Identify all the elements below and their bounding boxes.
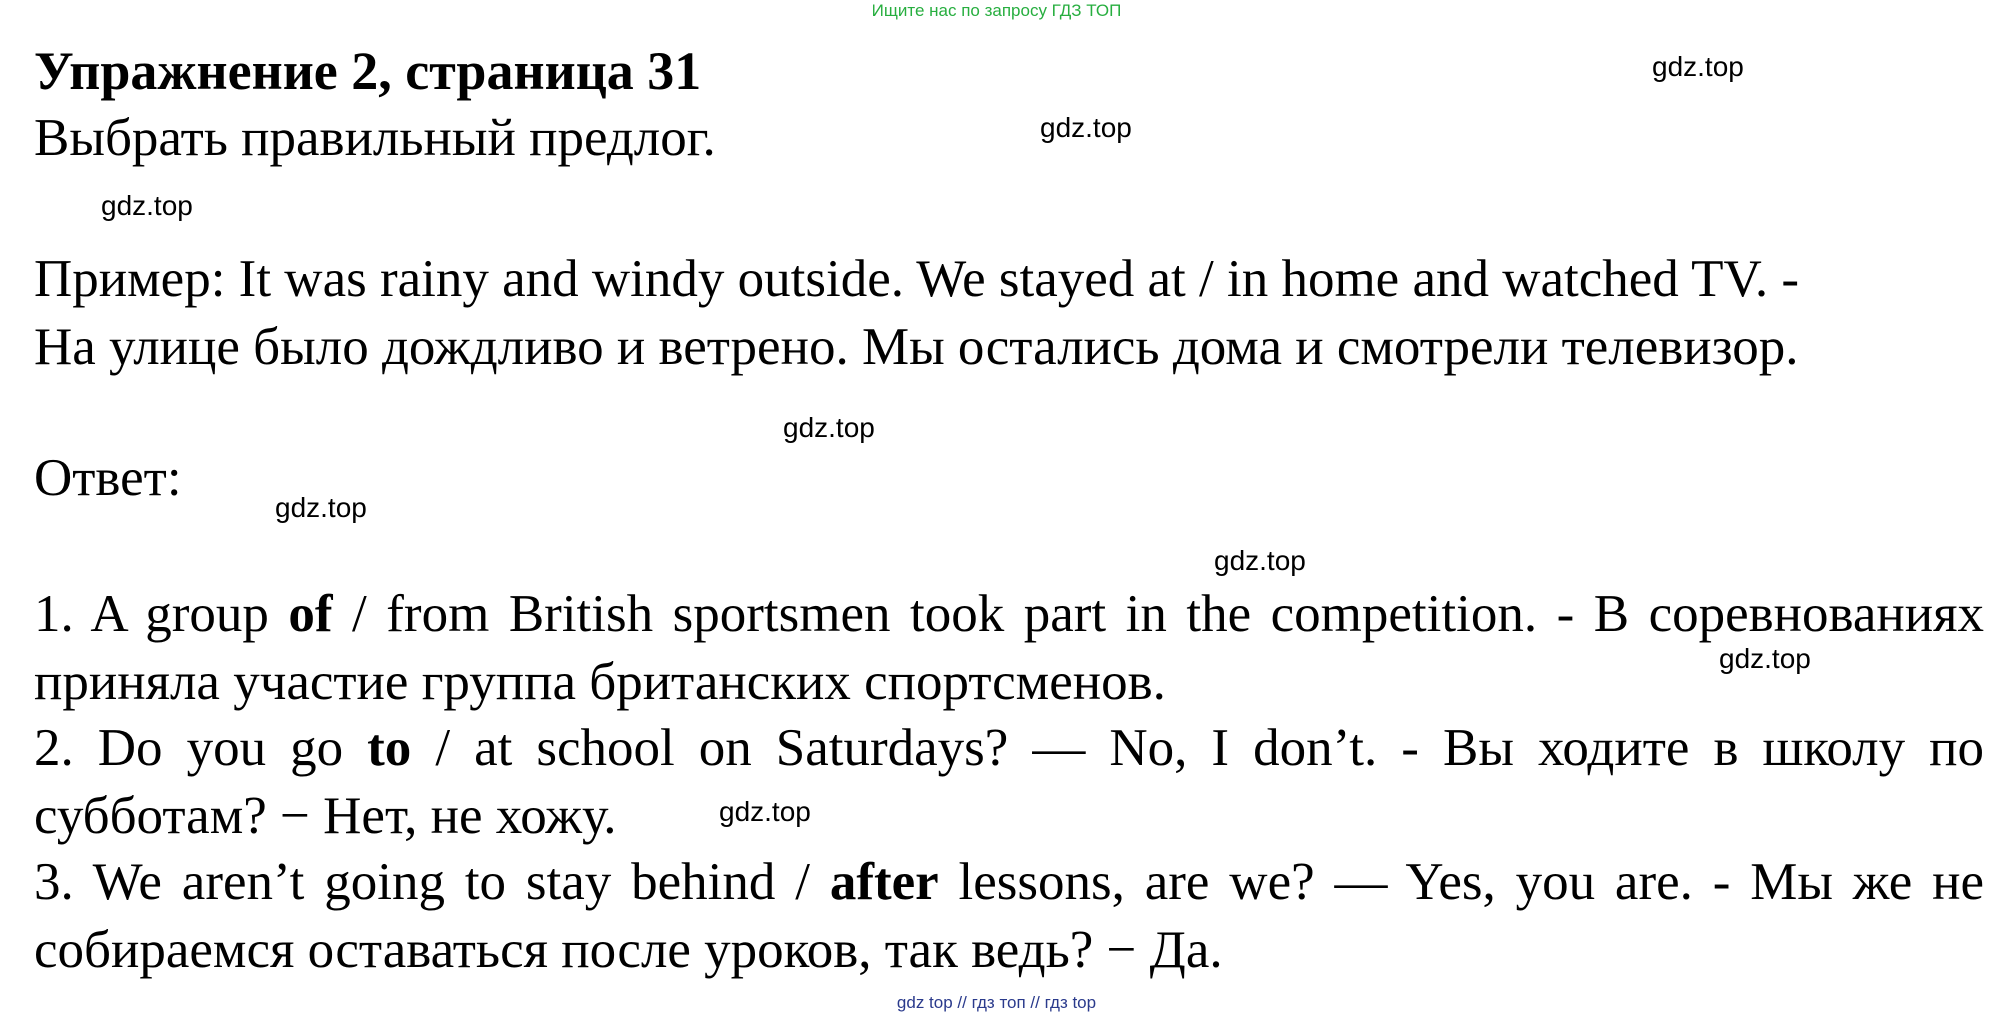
watermark: gdz.top — [101, 190, 193, 221]
watermark: gdz.top — [1652, 51, 1744, 82]
watermark: gdz.top — [275, 492, 367, 523]
answer-1-before: 1. A group — [34, 585, 289, 643]
watermark: gdz.top — [719, 796, 811, 827]
answer-2-before: 2. Do you go — [34, 719, 368, 777]
answer-item-2 — [34, 714, 1984, 850]
page-title: Упражнение 2, страница 31 — [34, 41, 702, 101]
answer-3-correct: after — [829, 853, 939, 911]
answer-2-after: / at school on Saturdays? — No, I don’t. - Вы ходите в школу по субботам? − Нет, не хожу. — [34, 719, 1985, 845]
example-block — [34, 245, 1799, 381]
answer-3-before: 3. We aren’t going to stay behind / — [34, 853, 830, 911]
top-banner: Ищите нас по запросу ГДЗ ТОП — [871, 1, 1122, 20]
answer-1-correct: of — [288, 585, 333, 643]
example-line-2: На улице было дождливо и ветрено. Мы остались дома и смотрели телевизор. — [34, 318, 1799, 376]
answer-item-1 — [34, 580, 1984, 716]
footer-banner: gdz top // гдз топ // гдз top — [896, 993, 1097, 1012]
watermark: gdz.top — [783, 412, 875, 443]
answer-3-after: lessons, are we? — Yes, you are. - Мы же не собираемся оставаться после уроков, так ведь? − Да. — [34, 853, 1984, 979]
answer-1-after: / from British sportsmen took part in the competition. - В соревнованиях приняла участие группа британских спортсменов. — [34, 585, 1985, 711]
example-line-1: Пример: It was rainy and windy outside. We stayed at / in home and watched TV. - — [34, 250, 1800, 308]
task-description: Выбрать правильный предлог. — [34, 109, 716, 167]
answer-label: Ответ: — [34, 449, 182, 507]
watermark: gdz.top — [1040, 112, 1132, 143]
answer-item-3 — [34, 848, 1984, 984]
watermark: gdz.top — [1719, 643, 1811, 674]
answer-2-correct: to — [367, 719, 412, 777]
watermark: gdz.top — [1214, 545, 1306, 576]
